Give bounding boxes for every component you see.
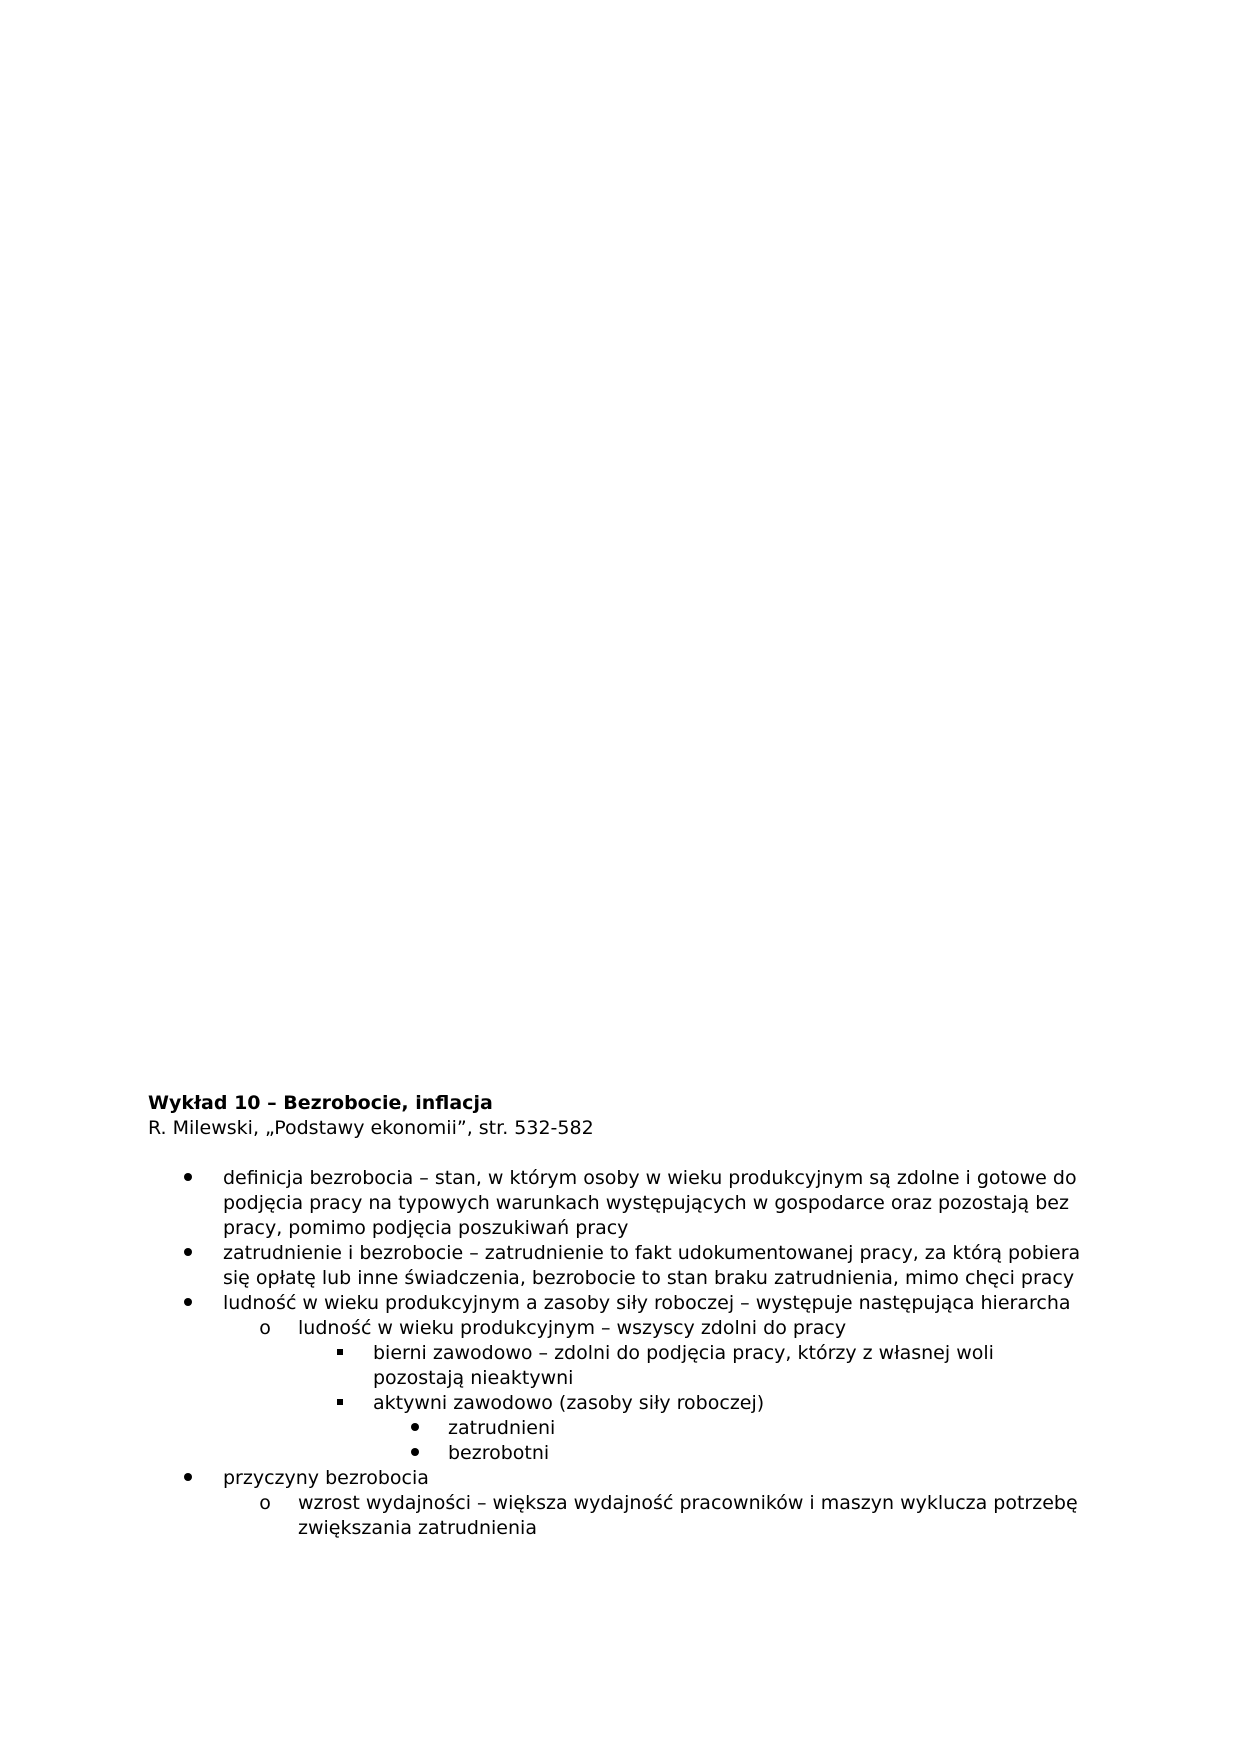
list-item-text: bierni zawodowo – zdolni do podjęcia pracy, którzy z własnej woli pozostają nieaktywni [373, 1342, 994, 1389]
list-item-text: ludność w wieku produkcyjnym – wszyscy zdolni do pracy [298, 1317, 847, 1339]
list-item-text: wzrost wydajności – większa wydajność pracowników i maszyn wyklucza potrzebę zwiększania zatrudnienia [298, 1492, 1078, 1539]
sublist-item-zatrudnieni [148, 1416, 1088, 1441]
sublist-item-wzrost-wydajnosci [148, 1491, 1088, 1541]
circle-bullet-icon: o [259, 1317, 271, 1339]
square-bullet-icon [330, 1391, 350, 1416]
list-item-text: zatrudnieni [448, 1417, 556, 1439]
list-item-ludnosc [148, 1291, 1088, 1316]
sublist-item-aktywni [148, 1391, 1088, 1416]
sublist-item-ludnosc-produkcyjna [148, 1316, 1088, 1341]
list-item-text: bezrobotni [448, 1442, 550, 1464]
square-bullet-icon [330, 1341, 350, 1366]
document-title: Wykład 10 – Bezrobocie, inflacja [148, 1092, 493, 1114]
list-item-text: definicja bezrobocia – stan, w którym osoby w wieku produkcyjnym są zdolne i gotowe do podjęcia pracy na typowych warunkach występujących w gospodarce oraz pozostają bez pracy, pomimo podjęcia poszukiwań pracy [223, 1167, 1077, 1239]
list-item-text: przyczyny bezrobocia [223, 1467, 429, 1489]
circle-bullet-icon: o [259, 1492, 271, 1514]
bullet-icon [178, 1166, 198, 1191]
sublist-item-bierni [148, 1341, 1088, 1391]
bullet-icon [178, 1241, 198, 1266]
list-item-text: zatrudnienie i bezrobocie – zatrudnienie to fakt udokumentowanej pracy, za którą pobiera się opłatę lub inne świadczenia, bezrobocie to stan braku zatrudnienia, mimo chęci pracy [223, 1242, 1081, 1289]
list-item-text: aktywni zawodowo (zasoby siły roboczej) [373, 1392, 765, 1414]
document-source: R. Milewski, „Podstawy ekonomii”, str. 532-582 [148, 1117, 594, 1139]
bullet-icon [178, 1466, 198, 1491]
bullet-icon [405, 1441, 425, 1466]
list-item-text: ludność w wieku produkcyjnym a zasoby siły roboczej – występuje następująca hierarcha [223, 1292, 1071, 1314]
document-content [148, 1091, 1088, 1541]
bullet-icon [405, 1416, 425, 1441]
bullet-list [148, 1166, 1088, 1541]
list-item-przyczyny [148, 1466, 1088, 1491]
list-item-definicja [148, 1166, 1088, 1241]
list-item-zatrudnienie [148, 1241, 1088, 1291]
sublist-item-bezrobotni [148, 1441, 1088, 1466]
bullet-icon [178, 1291, 198, 1316]
